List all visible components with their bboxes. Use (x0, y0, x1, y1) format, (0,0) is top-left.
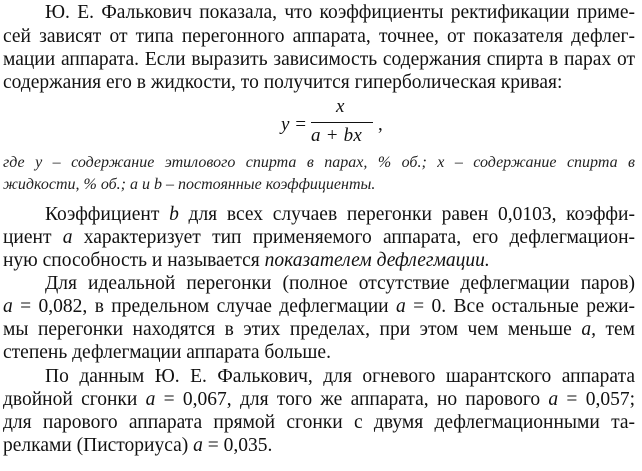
paragraph-3-line-4: степень дефлегмации аппарата больше. (3, 342, 331, 363)
paragraph-2-line-1 (45, 204, 635, 226)
text-run: = 0,067, для того же аппарата, но парового (155, 389, 549, 410)
text-run: Коэффициент (45, 204, 170, 225)
paragraph-4-line-4 (3, 435, 272, 457)
variable-a: a (3, 296, 13, 317)
paragraph-3-line-3 (3, 319, 635, 341)
text-run: ную способность и называется (3, 250, 265, 271)
paragraph-3-line-1: Для идеальной перегонки (полное отсутствие дефлегмации паров) (45, 273, 635, 294)
text-run: = 0,082, в предельном случае дефлегмации (12, 296, 396, 317)
paragraph-1-line-3: мации аппарата. Если выразить зависимость содержания спирта в парах от (3, 49, 635, 70)
text-run: = 0. Все остальные режи- (405, 296, 636, 317)
formula-note-line-1: где y – содержание этилового спирта в парах, % об.; x – содержание спирта в (3, 154, 635, 171)
paragraph-1-line-1: Ю. Е. Фалькович показала, что коэффициенты ректификации приме- (45, 2, 635, 23)
text-run: двойной сгонки (3, 389, 146, 410)
formula-comma: , (378, 114, 383, 135)
text-run: циент (3, 227, 63, 248)
variable-a: a (548, 389, 559, 410)
variable-a: a (395, 296, 406, 317)
variable-a: a (62, 227, 73, 248)
paragraph-4-line-1: По данным Ю. Е. Фалькович, для огневого шарантского аппарата (45, 366, 635, 387)
fraction-bar (311, 122, 373, 123)
text-run: релками (Писториуса) (3, 435, 194, 456)
paragraph-4-line-2 (3, 389, 635, 411)
variable-a: a (193, 435, 203, 456)
formula-denominator: a + bx (311, 125, 362, 146)
text-run: тем (595, 319, 635, 340)
paragraph-4-line-3: для парового аппарата прямой сгонки с двумя дефлегмационными та- (3, 412, 635, 433)
formula-lhs: y = (281, 114, 308, 135)
text-run: характеризует тип применяемого аппарата, его дефлегмацион- (72, 227, 635, 248)
paragraph-3-line-2 (3, 296, 635, 318)
formula-note-line-2: жидкости, % об.; a и b – постоянные коэффициенты. (3, 176, 376, 193)
term-emphasis: показателем дефлегмации. (264, 250, 490, 271)
text-run: = 0,035. (202, 435, 273, 456)
text-run: мы перегонки находятся в этих пределах, при этом чем меньше (3, 319, 582, 340)
variable-b: b (169, 204, 179, 225)
paragraph-2-line-3 (3, 250, 490, 272)
paragraph-2-line-2 (3, 227, 635, 249)
formula-numerator: x (336, 96, 345, 117)
text-run: = 0,057; (558, 389, 635, 410)
paragraph-1-line-2: сей зависят от типа перегонного аппарата, точнее, от показателя дефлег- (3, 26, 635, 47)
hyperbola-formula (281, 96, 391, 156)
variable-a: a (145, 389, 156, 410)
paragraph-1-line-4: содержания его в жидкости, то получится гиперболическая кривая: (3, 72, 563, 93)
text-run: для всех случаев перегонки равен 0,0103, коэффи- (178, 204, 635, 225)
variable-a: a, (581, 319, 596, 340)
